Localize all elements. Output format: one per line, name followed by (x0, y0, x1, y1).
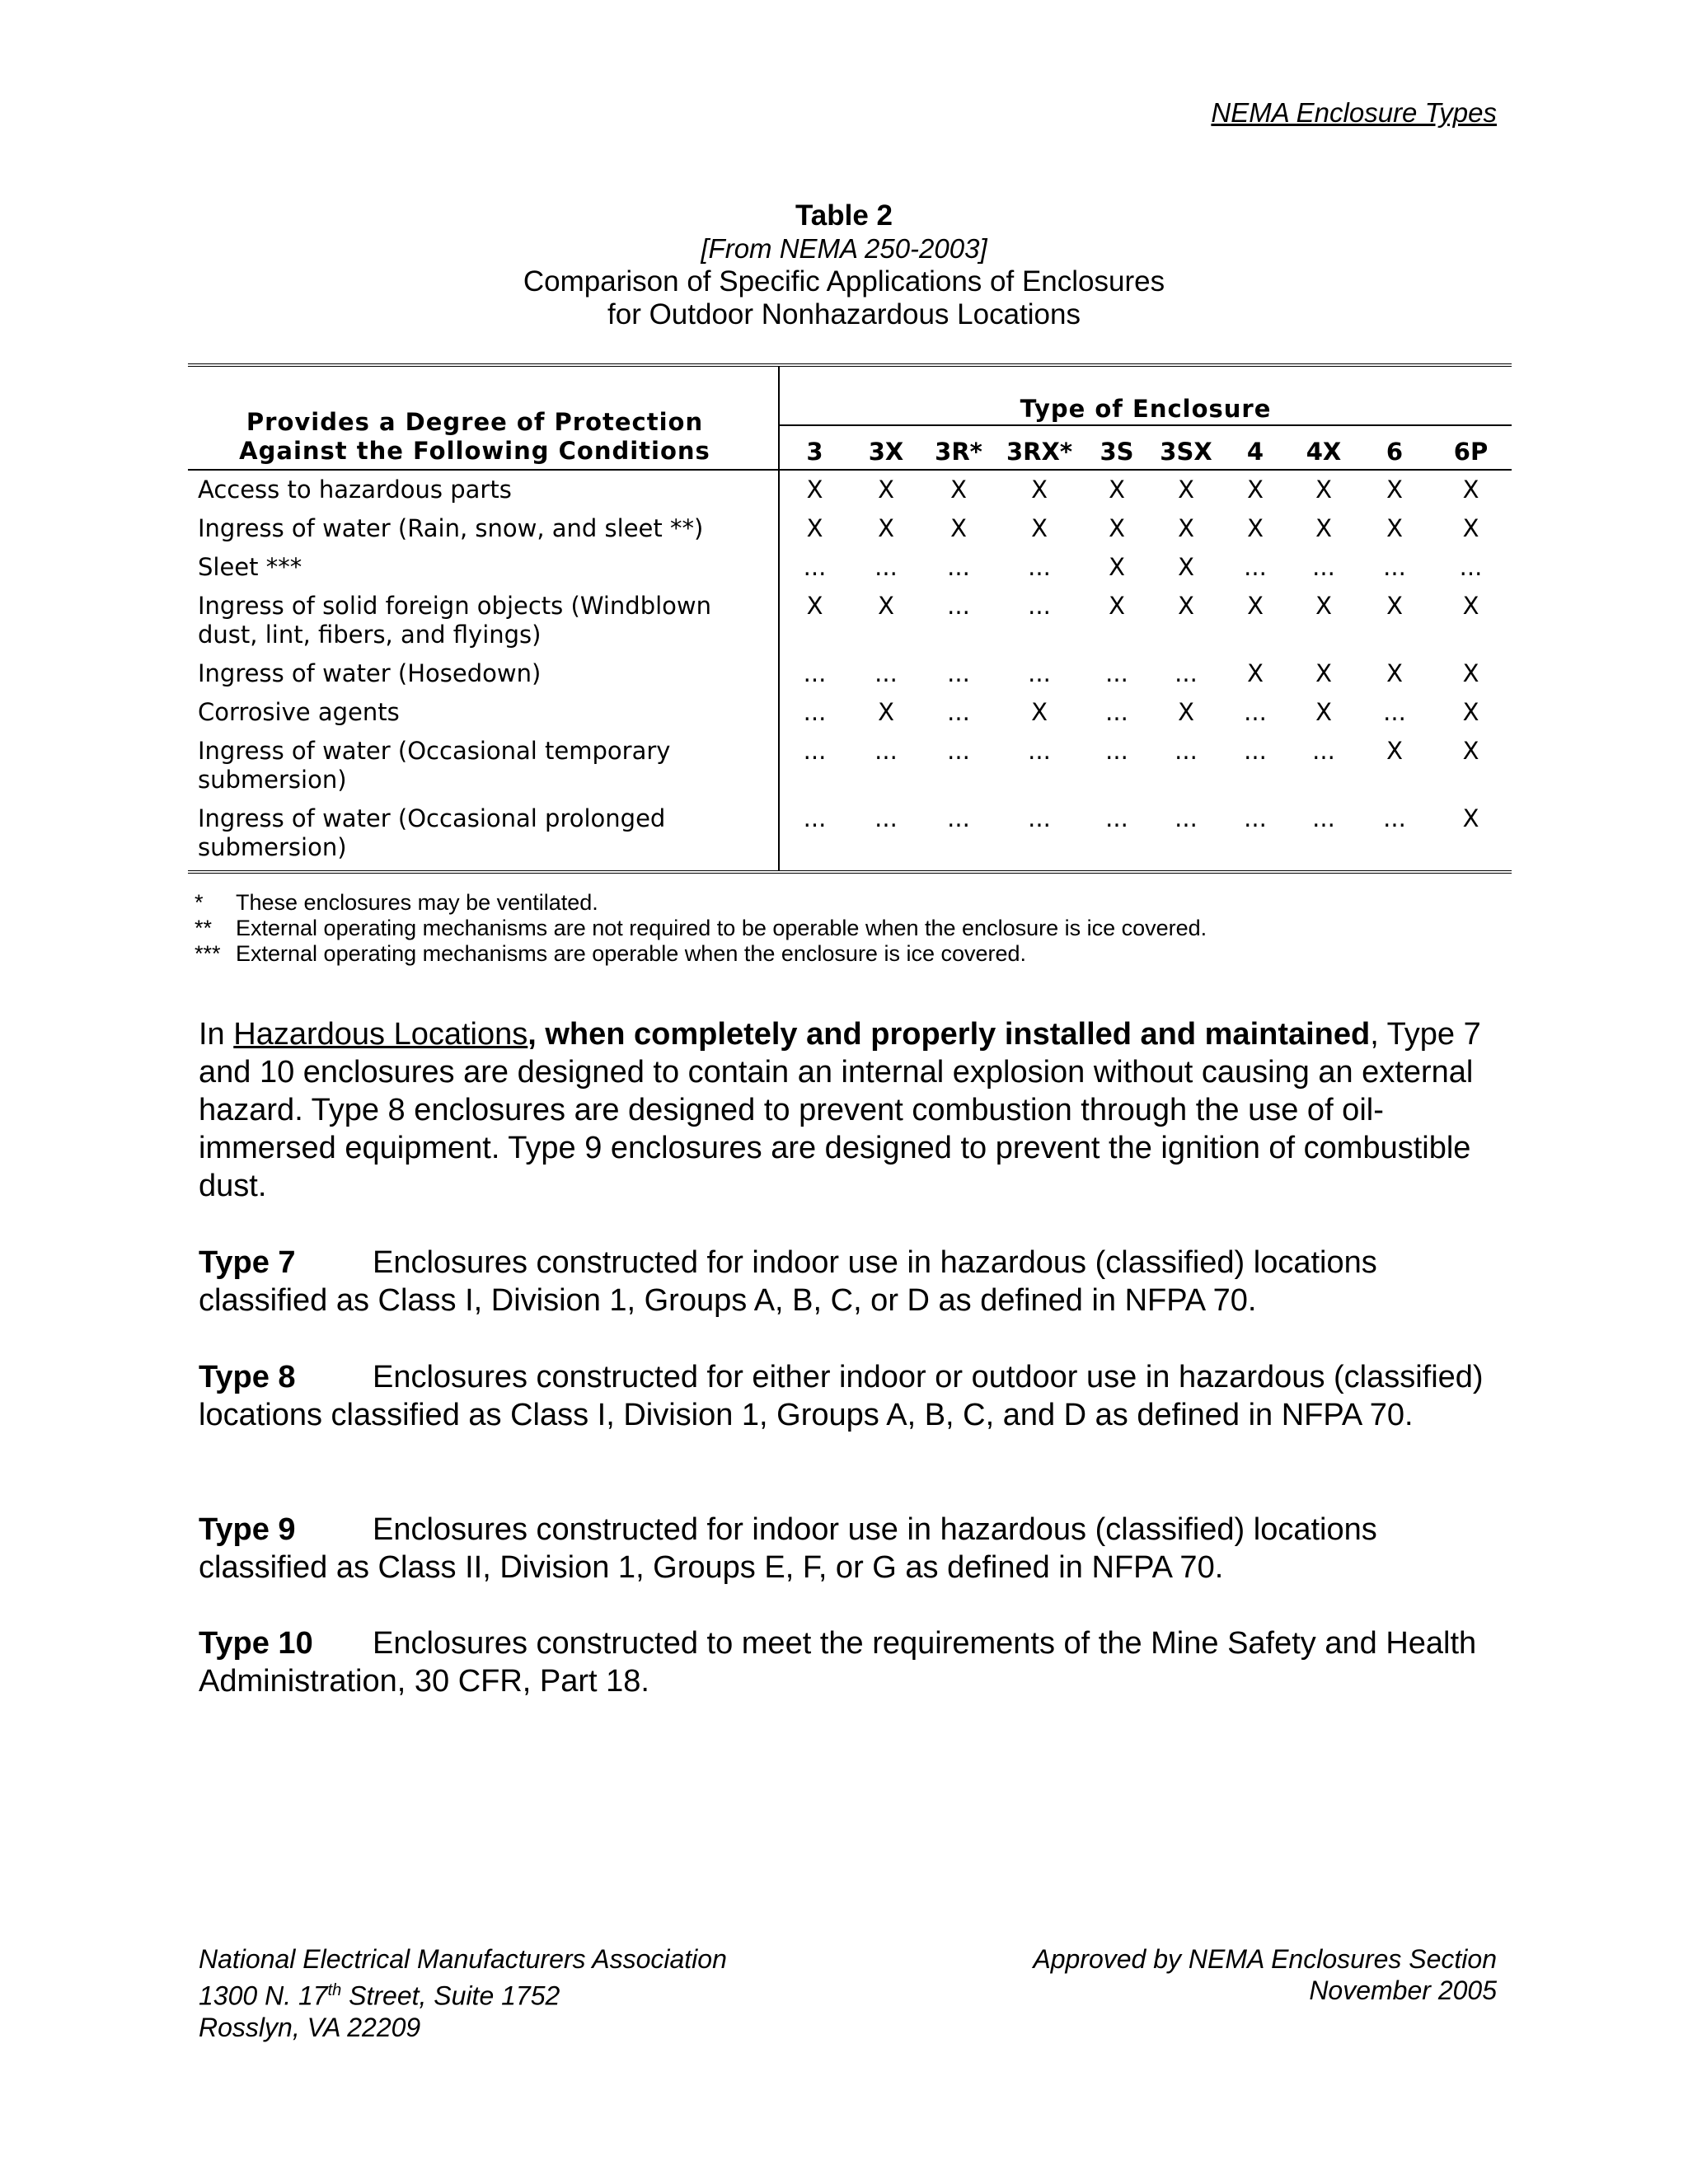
table-row (188, 799, 1512, 872)
mark-cell: ... (1383, 553, 1406, 581)
condition-cell: Ingress of water (Rain, snow, and sleet **) (188, 509, 779, 548)
table-title-line1: Comparison of Specific Applications of Enclosures (523, 265, 1165, 298)
condition-cell: Corrosive agents (188, 693, 779, 732)
table-row (188, 509, 1512, 548)
footer-date: November 2005 (1309, 1975, 1497, 2005)
mark-cell: ... (1175, 804, 1198, 832)
mark-cell: X (1315, 659, 1332, 687)
mark-cell: ... (803, 698, 827, 726)
table-body (188, 470, 1512, 872)
table-caption (0, 199, 1688, 331)
enclosure-comparison-table (188, 363, 1512, 874)
mark-cell: X (1462, 698, 1479, 726)
footnote: ** External operating mechanisms are not required to be operable when the enclosure is ice covered. (195, 916, 1207, 940)
mark-cell: X (1178, 553, 1194, 581)
mark-cell: X (1031, 514, 1048, 542)
footer-org: National Electrical Manufacturers Association (199, 1944, 727, 1974)
mark-cell: X (1178, 514, 1194, 542)
mark-cell: ... (1028, 804, 1051, 832)
mark-cell: X (1109, 553, 1125, 581)
mark-cell: ... (947, 737, 970, 765)
mark-cell: ... (947, 698, 970, 726)
mark-cell: ... (1244, 698, 1267, 726)
mark-cell: X (1247, 476, 1264, 504)
mark-cell: ... (1105, 737, 1128, 765)
type-8-paragraph: Type 8 Enclosures constructed for either indoor or outdoor use in hazardous (classified) locations classified as Class I, Division 1, Groups A, B, C, and D as defined in NFPA 70. (199, 1360, 1484, 1432)
mark-cell: X (1386, 737, 1403, 765)
mark-cell: X (1031, 476, 1048, 504)
hazardous-locations-link: Hazardous Locations (233, 1017, 528, 1052)
mark-cell: X (1386, 659, 1403, 687)
mark-cell: X (1315, 476, 1332, 504)
table-row (188, 693, 1512, 732)
footnote: * These enclosures may be ventilated. (195, 890, 598, 915)
column-header: 3S (1084, 425, 1150, 470)
type-label: Type 10 (199, 1626, 313, 1661)
column-header: 3SX (1150, 425, 1222, 470)
mark-cell: X (878, 698, 894, 726)
mark-cell: X (806, 592, 823, 620)
table-source: [From NEMA 250-2003] (701, 233, 987, 264)
type-of-enclosure-header: Type of Enclosure (779, 365, 1512, 425)
mark-cell: X (878, 514, 894, 542)
table-footnotes (195, 890, 1207, 967)
mark-cell: X (1109, 476, 1125, 504)
mark-cell: ... (1244, 737, 1267, 765)
table-row (188, 548, 1512, 587)
mark-cell: ... (874, 737, 898, 765)
mark-cell: X (1247, 592, 1264, 620)
condition-cell: Sleet *** (188, 548, 779, 587)
column-header: 3 (779, 425, 850, 470)
mark-cell: ... (1383, 698, 1406, 726)
condition-cell: Ingress of solid foreign objects (Windblown dust, lint, fibers, and flyings) (188, 587, 779, 654)
column-header: 6P (1430, 425, 1512, 470)
mark-cell: X (950, 476, 967, 504)
mark-cell: X (1462, 514, 1479, 542)
type-10-paragraph: Type 10 Enclosures constructed to meet the requirements of the Mine Safety and Health Administration, 30 CFR, Part 18. (199, 1626, 1477, 1699)
table-row (188, 732, 1512, 799)
column-header: 3RX* (995, 425, 1084, 470)
mark-cell: ... (1383, 804, 1406, 832)
column-header: 4X (1288, 425, 1359, 470)
type-label: Type 8 (199, 1360, 296, 1394)
type-label: Type 9 (199, 1512, 296, 1547)
mark-cell: ... (947, 659, 970, 687)
footer-city: Rosslyn, VA 22209 (199, 2012, 421, 2042)
mark-cell: ... (1312, 804, 1335, 832)
mark-cell: X (878, 592, 894, 620)
mark-cell: ... (947, 592, 970, 620)
mark-cell: ... (803, 737, 827, 765)
intro-paragraph: In Hazardous Locations, when completely and properly installed and maintained, Type 7 and 10 enclosures are designed to contain an internal explosion without causing an external hazard. Type 8 enclosures are designed to prevent combustion through the use of oil-immersed equipment. Type 9 enclosures are designed to prevent the ignition of combustible dust. (199, 1017, 1481, 1203)
type-label: Type 7 (199, 1245, 296, 1280)
footer-address (199, 1943, 727, 2043)
mark-cell: X (1462, 737, 1479, 765)
column-header: 3R* (922, 425, 995, 470)
mark-cell: ... (874, 659, 898, 687)
mark-cell: X (1178, 592, 1194, 620)
mark-cell: ... (1312, 553, 1335, 581)
mark-cell: X (1386, 592, 1403, 620)
mark-cell: ... (947, 553, 970, 581)
column-header: 6 (1359, 425, 1430, 470)
mark-cell: X (1462, 659, 1479, 687)
condition-cell: Ingress of water (Occasional prolonged submersion) (188, 799, 779, 872)
mark-cell: X (1109, 514, 1125, 542)
table-label: Table 2 (795, 199, 893, 232)
mark-cell: X (806, 476, 823, 504)
condition-cell: Access to hazardous parts (188, 470, 779, 509)
mark-cell: ... (1028, 737, 1051, 765)
type-7-paragraph: Type 7 Enclosures constructed for indoor use in hazardous (classified) locations classified as Class I, Division 1, Groups A, B, C, or D as defined in NFPA 70. (199, 1245, 1377, 1318)
column-header: 4 (1222, 425, 1288, 470)
table-row (188, 587, 1512, 654)
mark-cell: X (1315, 698, 1332, 726)
table-row (188, 654, 1512, 693)
column-header: 3X (850, 425, 922, 470)
condition-cell: Ingress of water (Occasional temporary submersion) (188, 732, 779, 799)
footer-approved-by: Approved by NEMA Enclosures Section (1033, 1944, 1497, 1974)
footer-approval (1033, 1943, 1497, 2006)
mark-cell: X (878, 476, 894, 504)
footer-street: 1300 N. 17th Street, Suite 1752 (199, 1980, 560, 2011)
mark-cell: X (1462, 804, 1479, 832)
mark-cell: ... (1028, 553, 1051, 581)
mark-cell: ... (1312, 737, 1335, 765)
mark-cell: ... (1244, 553, 1267, 581)
mark-cell: ... (803, 804, 827, 832)
mark-cell: X (1109, 592, 1125, 620)
table-title-line2: for Outdoor Nonhazardous Locations (607, 298, 1081, 330)
page-header-title: NEMA Enclosure Types (1211, 97, 1497, 128)
type-9-paragraph: Type 9 Enclosures constructed for indoor use in hazardous (classified) locations classified as Class II, Division 1, Groups E, F, or G as defined in NFPA 70. (199, 1512, 1377, 1585)
footnote: *** External operating mechanisms are operable when the enclosure is ice covered. (195, 941, 1027, 966)
mark-cell: ... (803, 659, 827, 687)
mark-cell: ... (1105, 804, 1128, 832)
mark-cell: X (1462, 592, 1479, 620)
condition-column-header: Provides a Degree of Protection Against the Following Conditions (188, 365, 779, 470)
mark-cell: ... (1028, 659, 1051, 687)
table-row (188, 470, 1512, 509)
mark-cell: X (1178, 698, 1194, 726)
mark-cell: ... (874, 804, 898, 832)
mark-cell: ... (947, 804, 970, 832)
mark-cell: X (1315, 514, 1332, 542)
mark-cell: ... (874, 553, 898, 581)
mark-cell: ... (1105, 698, 1128, 726)
mark-cell: X (806, 514, 823, 542)
mark-cell: X (1386, 514, 1403, 542)
mark-cell: X (1247, 659, 1264, 687)
mark-cell: X (1247, 514, 1264, 542)
mark-cell: X (950, 514, 967, 542)
mark-cell: X (1386, 476, 1403, 504)
mark-cell: X (1462, 476, 1479, 504)
condition-cell: Ingress of water (Hosedown) (188, 654, 779, 693)
mark-cell: ... (1244, 804, 1267, 832)
mark-cell: ... (1175, 659, 1198, 687)
mark-cell: ... (1459, 553, 1483, 581)
mark-cell: X (1315, 592, 1332, 620)
mark-cell: ... (1105, 659, 1128, 687)
mark-cell: ... (1175, 737, 1198, 765)
mark-cell: ... (1028, 592, 1051, 620)
mark-cell: X (1031, 698, 1048, 726)
mark-cell: X (1178, 476, 1194, 504)
mark-cell: ... (803, 553, 827, 581)
